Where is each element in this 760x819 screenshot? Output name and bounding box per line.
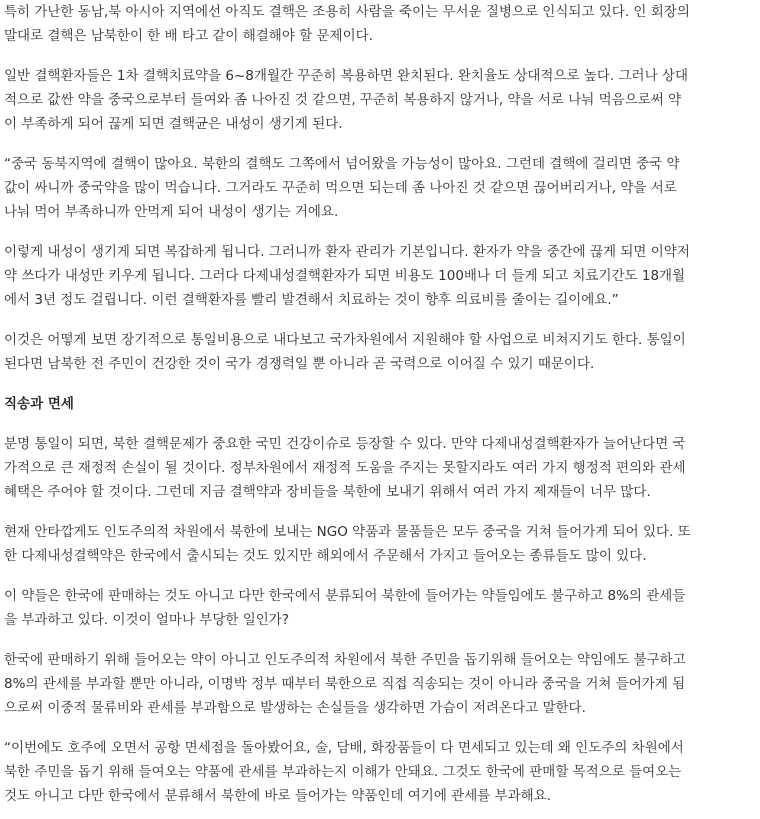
text-line: 혜택은 주어야 할 것이다. 그런데 지금 결핵약과 장비들을 북한에 보내기 위해서 여러 가지 제재들이 너무 많다. xyxy=(4,484,651,500)
text-line: 일반 결핵환자들은 1차 결핵치료약을 6~8개월간 꾸준히 복용하면 완치된다. 완치율도 상대적으로 높다. 그러나 상대 xyxy=(4,68,689,84)
text-line: 현재 안타깝게도 인도주의적 차원에서 북한에 보내는 NGO 약품과 물품들은 모두 중국을 거쳐 들어가게 되어 있다. 또 xyxy=(4,524,691,540)
paragraph xyxy=(4,520,756,568)
text-line: “중국 동북지역에 결핵이 많아요. 북한의 결핵도 그쪽에서 넘어왔을 가능성이 많아요. 그런데 결핵에 걸리면 중국 약 xyxy=(4,156,680,172)
text-line: 이 약들은 한국에 판매하는 것도 아니고 다만 한국에서 분류되어 북한에 들어가는 약들임에도 불구하고 8%의 관세들 xyxy=(4,588,686,604)
text-line: 에서 3년 정도 걸립니다. 이런 결핵환자를 빨리 발견해서 치료하는 것이 향후 의료비를 줄이는 길이에요.” xyxy=(4,292,619,308)
text-line: 값이 싸니까 중국약을 많이 먹습니다. 그거라도 꾸준히 먹으면 되는데 좀 나아진 것 같으면 끊어버리거나, 약을 서로 xyxy=(4,180,677,196)
text-line: 이렇게 내성이 생기게 되면 복잡하게 됩니다. 그러니까 환자 관리가 기본입니다. 환자가 약을 중간에 끊게 되면 이약저 xyxy=(4,244,690,260)
text-line: 말대로 결핵은 남북한이 한 배 타고 같이 해결해야 할 문제이다. xyxy=(4,28,373,44)
text-line: 약 쓰다가 내성만 키우게 됩니다. 그러다 다제내성결핵환자가 되면 비용도 100배나 더 들게 되고 치료기간도 18개월 xyxy=(4,268,686,284)
paragraph xyxy=(4,0,756,48)
text-line: 분명 통일이 되면, 북한 결핵문제가 중요한 국민 건강이슈로 등장할 수 있다. 만약 다제내성결핵환자가 늘어난다면 국 xyxy=(4,436,686,452)
quote-paragraph xyxy=(4,736,756,808)
text-line: 이 부족하게 되어 끊게 되면 결핵균은 내성이 생기게 된다. xyxy=(4,116,343,132)
text-line: 한국에 판매하기 위해 들어오는 약이 아니고 인도주의적 차원에서 북한 주민을 돕기위해 들어오는 약임에도 불구하고 xyxy=(4,652,686,668)
text-line: 을 부과하고 있다. 이것이 얼마나 부당한 일인가? xyxy=(4,612,289,628)
text-line: 나눠 먹어 부족하니까 안먹게 되어 내성이 생기는 거에요. xyxy=(4,204,339,220)
quote-paragraph xyxy=(4,240,756,312)
section-heading: 직송과 면세 xyxy=(4,396,74,412)
text-line: 것도 아니고 다만 한국에서 분류해서 북한에 바로 들어가는 약품인데 여기에 관세를 부과해요. xyxy=(4,788,552,804)
text-line: 한 다제내성결핵약은 한국에서 출시되는 것도 있지만 해외에서 주문해서 가지고 들어오는 종류들도 많이 있다. xyxy=(4,548,647,564)
paragraph xyxy=(4,432,756,504)
paragraph xyxy=(4,584,756,632)
text-line: 된다면 남북한 전 주민이 건강한 것이 국가 경쟁력일 뿐 아니라 곧 국력으로 이어질 수 있기 때문이다. xyxy=(4,356,595,372)
text-line: 적으로 값싼 약을 중국으로부터 들여와 좀 나아진 것 같으면, 꾸준히 복용하지 않거나, 약을 서로 나눠 먹음으로써 약 xyxy=(4,92,682,108)
text-line: 가적으로 큰 재정적 손실이 될 것이다. 정부차원에서 재정적 도움을 주지는 못할지라도 여러 가지 행정적 편의와 관세 xyxy=(4,460,686,476)
quote-paragraph xyxy=(4,152,756,224)
text-line: 이것은 어떻게 보면 장기적으로 통일비용으로 내다보고 국가차원에서 지원해야 할 사업으로 비쳐지기도 한다. 통일이 xyxy=(4,332,686,348)
text-line: 북한 주민을 돕기 위해 들여오는 약품에 관세를 부과하는지 이해가 안돼요. 그것도 한국에 판매할 목적으로 들여오는 xyxy=(4,764,682,780)
paragraph xyxy=(4,648,756,720)
text-line: “이번에도 호주에 오면서 공항 면세점을 돌아봤어요, 술, 담배, 화장품들이 다 면세되고 있는데 왜 인도주의 차원에서 xyxy=(4,740,684,756)
text-line: 특히 가난한 동남,북 아시아 지역에선 아직도 결핵은 조용히 사람을 죽이는 무서운 질병으로 인식되고 있다. 인 회장의 xyxy=(4,4,690,20)
text-line: 8%의 관세를 부과할 뿐만 아니라, 이명박 정부 때부터 북한으로 직접 직송되는 것이 아니라 중국을 거쳐 들어가게 됨 xyxy=(4,676,686,692)
text-line: 으로써 이중적 물류비와 관세를 부과함으로 발생하는 손실들을 생각하면 가슴이 저려온다고 말한다. xyxy=(4,700,586,716)
paragraph xyxy=(4,328,756,376)
paragraph xyxy=(4,64,756,136)
